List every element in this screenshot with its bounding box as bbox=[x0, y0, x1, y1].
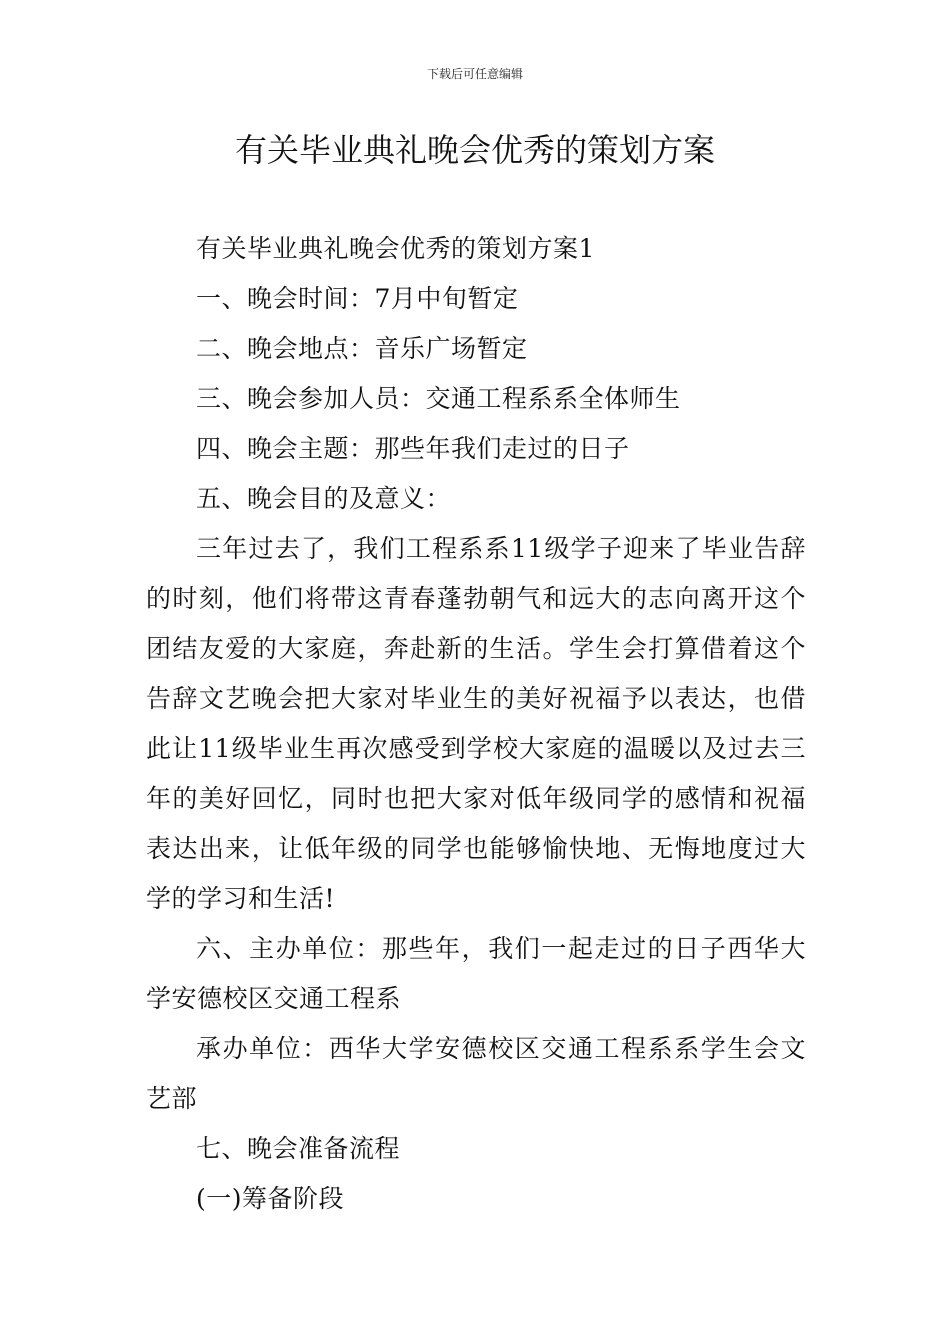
paragraph-theme: 四、晚会主题：那些年我们走过的日子 bbox=[196, 434, 630, 463]
paragraph-time: 一、晚会时间：7月中旬暂定 bbox=[196, 284, 519, 313]
paragraph-purpose-body: 三年过去了，我们工程系系11级学子迎来了毕业告辞的时刻，他们将带这青春蓬勃朝气和远大的志向离开这个团结友爱的大家庭，奔赴新的生活。学生会打算借着这个告辞文艺晚会把大家对毕业生的美好祝福予以表达，也借此让11级毕业生再次感受到学校大家庭的温暖以及过去三年的美好回忆，同时也把大家对低年级同学的感情和祝福表达出来，让低年级的同学也能够愉快地、无悔地度过大学的学习和生活! bbox=[146, 534, 806, 913]
paragraph-preparation-stage: (一)筹备阶段 bbox=[196, 1184, 345, 1213]
document-title: 有关毕业典礼晚会优秀的策划方案 bbox=[234, 131, 715, 169]
document-body bbox=[146, 224, 806, 1224]
paragraph-location: 二、晚会地点：音乐广场暂定 bbox=[196, 334, 528, 363]
paragraph-participants: 三、晚会参加人员：交通工程系系全体师生 bbox=[196, 384, 681, 413]
paragraph-subtitle: 有关毕业典礼晚会优秀的策划方案1 bbox=[196, 234, 595, 263]
paragraph-organizer: 六、主办单位：那些年，我们一起走过的日子西华大学安德校区交通工程系 bbox=[146, 934, 806, 1013]
paragraph-co-organizer: 承办单位：西华大学安德校区交通工程系系学生会文艺部 bbox=[146, 1034, 806, 1113]
header-note: 下载后可任意编辑 bbox=[426, 67, 523, 81]
paragraph-purpose-heading: 五、晚会目的及意义： bbox=[196, 484, 452, 513]
paragraph-preparation-heading: 七、晚会准备流程 bbox=[196, 1134, 401, 1163]
